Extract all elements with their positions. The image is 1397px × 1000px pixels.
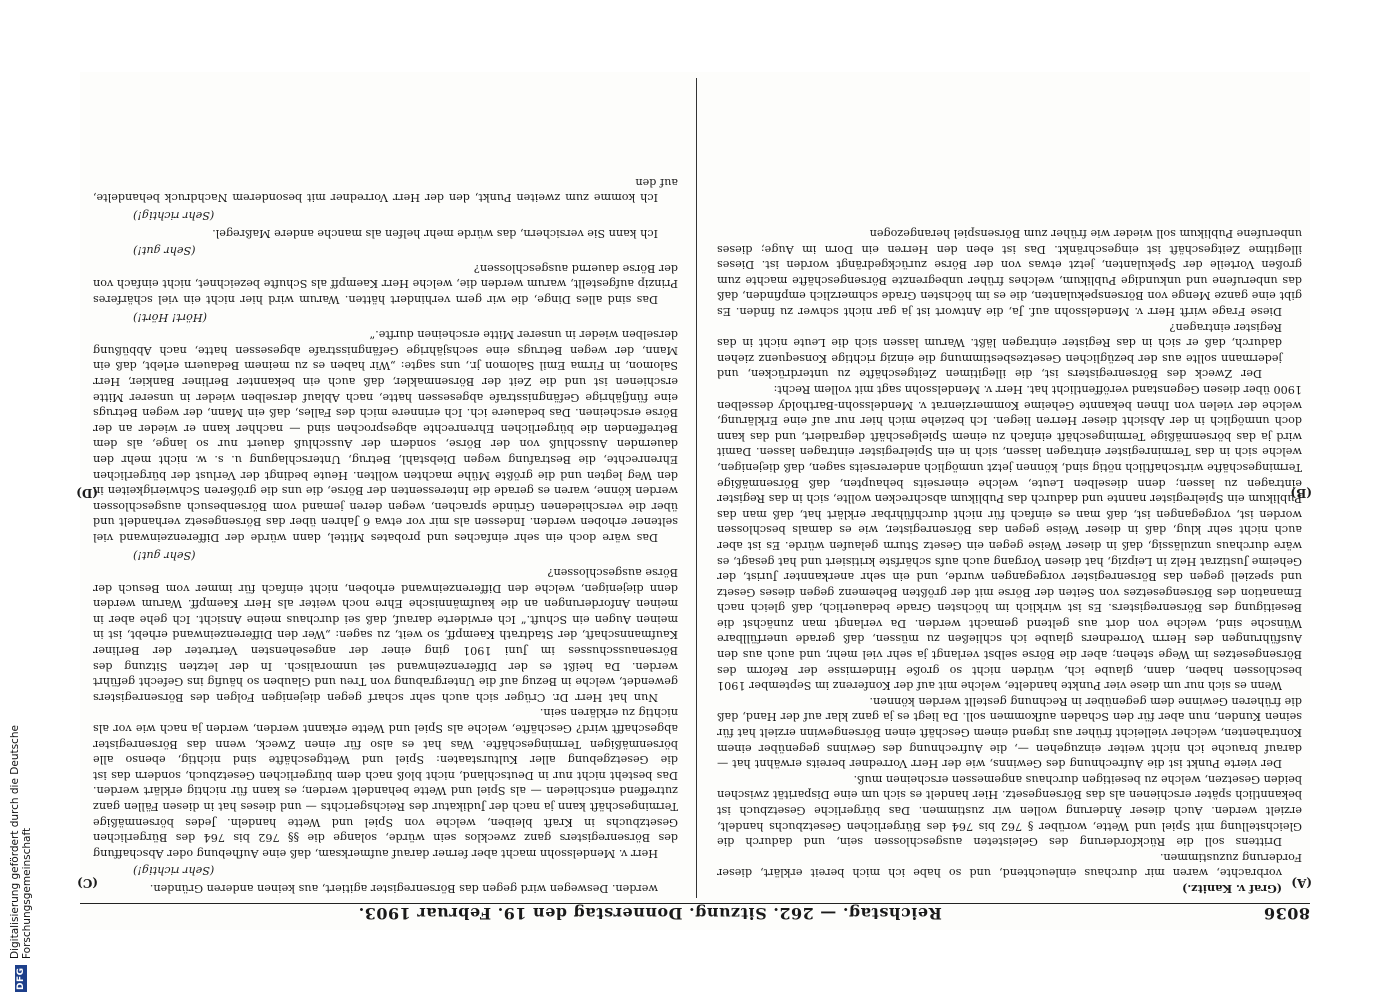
- credit-text: Digitalisierung gefördert durch die Deutsche Forschungsgemeinschaft: [9, 725, 33, 960]
- paragraph: vorbrachte, waren mir durchaus einleuchtend, und so habe ich mich bereit erklärt, dieser Forderung zuzustimmen.: [717, 850, 1302, 880]
- paragraph: Nun hat Herr Dr. Crüger sich auch sehr scharf gegen diejenigen Folgen des Börsenregisters gewendet, welche in Bezug auf die Untergrabung von Treu und Glauben so häufig ins Gefecht geführt werden. Da heißt es der Differenzeinwand sei unmoralisch. In der letzten Sitzung des Börsenausschusses im Juni 1901 ging einer der angesehensten Vertreter der Berliner Kaufmannschaft, der Stadtrath Kaempff, so weit, zu sagen: „Wer den Differenzeinwand erhebt, ist in meinen Augen ein Schuft.“ Ich erwiderte darauf, daß sei durchaus meine Ansicht. Ich gehe aber in meinen Anforderungen an die kaufmännische Ehre noch weiter als Herr Kaempff. Warum werden denn diejenigen, welche den Differenzeinwand erhoben, nicht einfach für immer vom Besuch der Börse ausgeschlossen?: [93, 566, 678, 704]
- quotation: Der Zweck des Börsenregisters ist, die illegitimen Zeitgeschäfte zu unterdrücken, und jedermann sollte aus der bezüglichen Gesetzesbestimmung die einzig richtige Konsequenz ziehen dadurch, daß er sich in das Register eintragen läßt. Warum lassen sich die Leute nicht in das Register eintragen?: [717, 320, 1282, 381]
- margin-marker-d: (D): [76, 486, 98, 500]
- newspaper-page: [76, 72, 1312, 930]
- paragraph: Wenn es sich nur um diese vier Punkte handelte, welche mit auf der Konferenz im September 1901 beschlossen haben, dann, glaube ich, würden nicht so große Hindernisse der Reform des Börsengesetzes im Wege stehen; aber die Börse selbst verlangt ja sehr viel mehr, und auch aus den Ausführungen des Herrn Vorredners glaube ich schließen zu müssen, daß gerade unerfüllbare Wünsche sind, welche von dort aus geltend gemacht werden. Da verlangt man zunächst die Beseitigung des Börsenregisters. Es ist wirklich im höchsten Grade bedauerlich, daß gleich nach Emanation des Börsengesetzes von Seiten der Börse mit der größten Behemenz gegen dieses Gesetz und speziell gegen das Börsenregister vorgegangen wurde, und ein sehr anerkannter Jurist, der Geheime Justizrat Helz in Leipzig, hat diesen Vorgang auch aufs schärfste kritisiert und hat gesagt, es wäre durchaus unzulässig, daß in dieser Weise gegen ein Gesetz Sturm gelaufen würde. Es ist aber auch nicht sehr klug, daß in dieser Weise gegen das Börsenregister, wie es damals beschlossen worden ist, vorgegangen ist, daß man es einfach für nicht durchführbar erklärt hat, daß man das Publikum ein Spielregister nannte und dadurch das Publikum abschrecken wollte, sich in das Register eintragen zu lassen; denn dieselben Leute, welche einerseits behaupten, daß Börsenmäßige Termingeschäfte wirtschaftlich nötig sind, können jetzt unmöglich andererseits sagen, daß diejenigen, welche sich in das Terminregister eintragen lassen, sich in ein Spielregister eintragen lassen. Damit wird ja das börsenmäßige Termingeschäft einfach zu einem Spielgeschäft degradiert, und das kann doch unmöglich in der Absicht dieser Herren liegen. Ich beziehe mich hier nur auf eine Erklärung, welche der vielen von Ihnen bekannte Geheime Kommerzienrat v. Mendelssohn-Bartholdy desselben 1900 über diesen Gegenstand veröffentlicht hat. Herr v. Mendelssohn sagt mit vollem Recht:: [717, 383, 1302, 693]
- paragraph: Das wäre doch ein sehr einfaches und probates Mittel, dann würde der Differenzeinwand viel seltener erhoben werden. Indessen als mir vor etwa 6 Jahren über das Börsengesetz verhandelt und über die verschiedenen Gründe sprachen, wegen deren jemand vom Börsenbesuch ausgeschlossen werden könne, waren es gerade die Interessenten der Börse, die uns die größeren Schwierigkeiten in den Weg legten und die größte Mühe machten wollten. Heute bedingt der Verlust der bürgerlichen Ehrenrechte, die Bestrafung wegen Diebstahl, Betrug, Unterschlagung u. s. w. nicht mehr den dauernden Ausschluß von der Börse, sondern der Ausschluß dauert nur so lange, als dem Betreffenden die bürgerlichen Ehrenrechte abgesprochen sind — nachher kann er wieder an der Börse erscheinen. Das bedauere ich. Ich erinnere mich des Falles, daß ein Mann, der wegen Betrugs eine fünfjährige Gefängnisstrafe abgesessen hatte, nach Ablauf derselben wieder in unserer Mitte erschienen ist und die Zeit der Börsenmakler, daß auch ein bekannter Berliner Bankier, Herr Salomon, in Firma Emil Salomon jr., uns sagte: „Wir haben es zu meinem Bedauern erlebt, daß ein Mann, der wegen Betrugs eine sechsjährige Gefängnisstrafe abgesessen hatte, nach Abbüßung derselben wieder in unserer Mitte erscheinen durfte.“: [93, 328, 678, 544]
- margin-marker-a: (A): [1291, 876, 1312, 890]
- paragraph: Der vierte Punkt ist die Aufrechnung des Gewinns, wie der Herr Vorredner bereits erwähnt hat — darauf brauche ich nicht weiter einzugehen —, die Aufrechnung des Gewinns gegenüber einem Kontrahenten, welcher vielleicht früher aus irgend einem Geschäft einen Börsengewinn erzielt hat für seinen Kunden, nun aber für den Schaden aufkommen soll. Da liegt es ja ganz klar auf der Hand, daß die früheren Gewinne dem gegenüber in Rechnung gestellt werden können.: [717, 694, 1302, 771]
- paragraph: Ich komme zum zweiten Punkt, den der Herr Vorredner mit besonderem Nachdruck behandelte, auf den: [93, 175, 678, 205]
- margin-marker-c: (C): [77, 876, 98, 890]
- paragraph: Diese Frage wirft Herr v. Mendelssohn auf. Ja, die Antwort ist ja gar nicht schwer zu finden. Es gibt eine ganze Menge von Börsenspekulanten, die es im höchsten Grade schmerzlich empfinden, daß das unberufene und unkundige Publikum, welches früher unbegrenzte Börsengeschäfte machte zum großen Vorteile der Spekulanten, jetzt etwas von der Börse zurückgedrängt worden ist. Dieses illegitime Zeitgeschäft ist eingeschränkt. Das ist eben den Herren ein Dorn im Auge; dieses unberufene Publikum soll wieder wie früher zum Börsenspiel herangezogen: [717, 227, 1302, 319]
- digitization-credit: [8, 600, 34, 992]
- interjection: (Hört! Hört!): [133, 310, 207, 324]
- dfg-logo: DFG: [16, 967, 26, 990]
- paragraph: Ich kann Sie versichern, das würde mehr helfen als manche andere Maßregel.: [212, 226, 658, 240]
- interjection: (Sehr gut!): [133, 548, 196, 562]
- interjection: (Sehr richtig!): [133, 209, 215, 223]
- right-column: [93, 76, 678, 896]
- paragraph: Drittens soll die Rückforderung des Geleisteten ausgeschlossen sein, und dadurch die Gleichstellung mit Spiel und Wette, worüber § 762 bis 764 des Bürgerlichen Gesetzbuchs handelt, erzielt werden. Auch dieser Änderung wollen wir zustimmen. Das bürgerliche Gesetzbuch ist bekanntlich später erschienen als das Börsengesetz. Hier handelt es sich um eine Disparität zwischen beiden Gesetzen, welche zu beseitigen durchaus angemessen erscheinen muß.: [717, 772, 1302, 849]
- margin-marker-b: (B): [1290, 486, 1312, 500]
- speaker-label: (Graf v. Kanitz.): [1182, 882, 1282, 896]
- interjection: (Sehr richtig!): [133, 864, 215, 878]
- interjection: (Sehr gut!): [133, 244, 196, 258]
- paragraph: werden. Deswegen wird gegen das Börsenregister agitiert, aus keinen anderen Gründen.: [149, 882, 658, 895]
- left-column: [717, 76, 1302, 896]
- column-divider: [696, 78, 697, 898]
- paragraph: Herr v. Mendelssohn macht aber ferner darauf aufmerksam, daß eine Aufhebung oder Abschaffung des Börsenregisters ganz zwecklos sein würde, solange die §§ 762 bis 764 des Bürgerlichen Gesetzbuchs in Kraft bleiben, welche von Spiel und Wette handeln. Jedes börsenmäßige Termingeschäft kann ja nach der Judikatur des Reichsgerichts — und dieses hat in diesen Fällen ganz zutreffend entschieden — als Spiel und Wette behandelt werden; es kann für nichtig erklärt werden. Das besteht nicht nur in Deutschland, nicht bloß nach dem bürgerlichen Gesetzbuch, sondern das ist die Gesetzgebung aller Kulturstaaten: Spiel und Wettgeschäfte sind nichtig, ebenso alle börsenmäßigen Termingeschäfte. Was hat es also für einen Zweck, wenn das Börsenregister abgeschafft wird? Geschäfte, welche als Spiel und Wette erkannt werden, werden ja nach wie vor als nichtig zu erklären sein.: [93, 706, 678, 860]
- page-title: Reichstag. — 262. Sitzung. Donnerstag den 19. Februar 1903.: [358, 904, 942, 923]
- page-header: [80, 903, 1310, 930]
- page-number: 8036: [1263, 904, 1310, 923]
- paragraph: Das sind alles Dinge, die wir gern verhindert hätten. Warum wird hier nicht ein viel schärferes Prinzip aufgestellt, warum werden die, welche Herr Kaempff als Schufte bezeichnet, nicht einfach von der Börse dauernd ausgeschlossen?: [93, 261, 678, 307]
